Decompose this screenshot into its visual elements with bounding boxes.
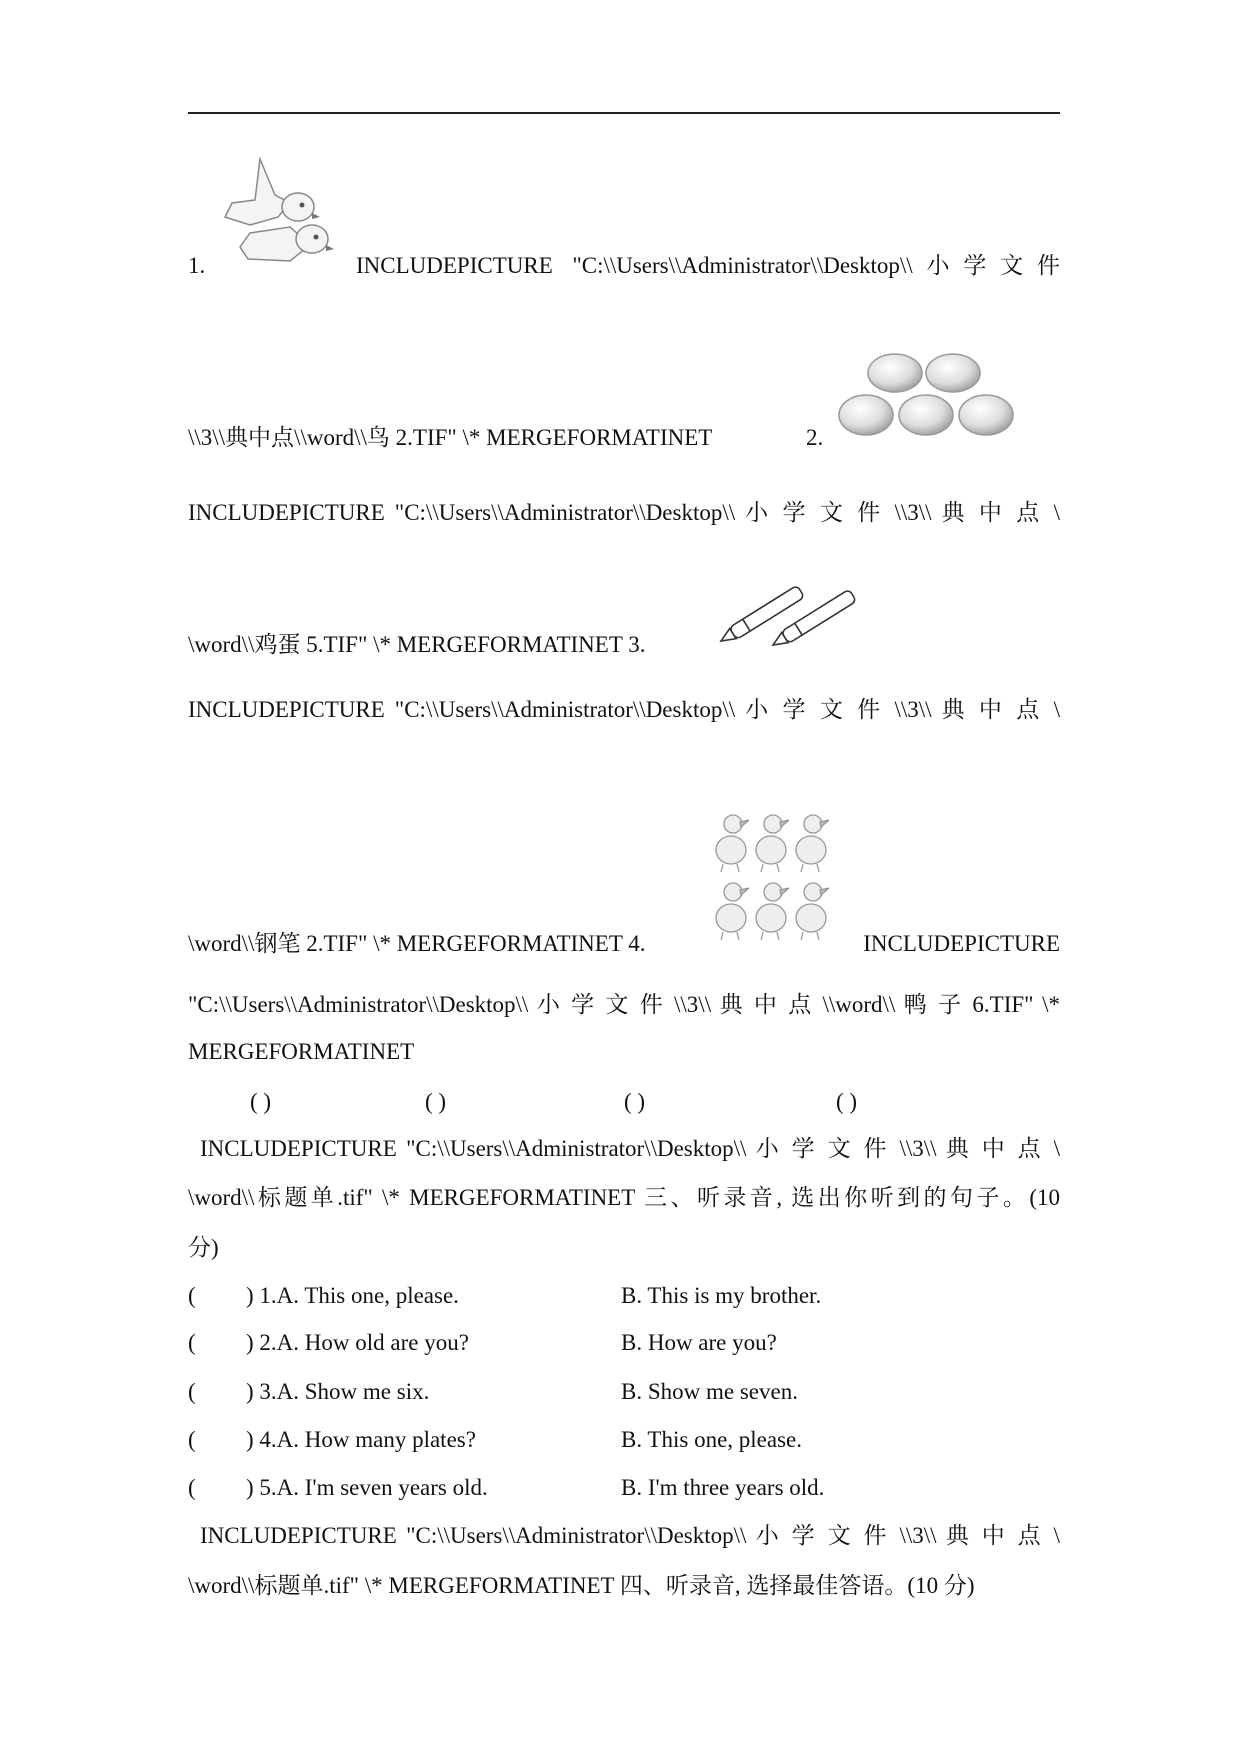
- question-blank[interactable]: (: [188, 1330, 196, 1355]
- question-option-a: ) 1.A. This one, please.: [246, 1283, 459, 1308]
- item2-number: 2.: [806, 425, 824, 450]
- header-rule: [188, 112, 1060, 114]
- item3-field-code: INCLUDEPICTURE "C:\\Users\\Administrator\\Desktop\\ 小 学 文 件 \\3\\ 典 中 点 \: [188, 697, 1060, 722]
- question-blank[interactable]: (: [188, 1427, 196, 1452]
- question-option-a: ) 2.A. How old are you?: [246, 1330, 469, 1355]
- item4-field-code-end: MERGEFORMATINET: [188, 1039, 415, 1064]
- birds-picture: [220, 155, 344, 273]
- section4-heading: \word\\标题单.tif" \* MERGEFORMATINET 四、听录音, 选择最佳答语。(10 分): [188, 1573, 975, 1598]
- question-blank[interactable]: (: [188, 1379, 196, 1404]
- answer-blank-2[interactable]: ( ): [425, 1089, 447, 1114]
- item2-field-code-cont: \word\\鸡蛋 5.TIF" \* MERGEFORMATINET 3.: [188, 632, 646, 657]
- item1-number: 1.: [188, 253, 206, 278]
- ducks-picture: [713, 810, 837, 945]
- question-option-a: ) 3.A. Show me six.: [246, 1379, 430, 1404]
- answer-blank-3[interactable]: ( ): [624, 1089, 646, 1114]
- answer-blank-4[interactable]: ( ): [836, 1089, 858, 1114]
- item1-field-code: INCLUDEPICTURE "C:\\Users\\Administrator\\Desktop\\小学文件: [356, 253, 1060, 278]
- section4-field-code: INCLUDEPICTURE "C:\\Users\\Administrator\\Desktop\\ 小 学 文 件 \\3\\ 典 中 点 \: [200, 1523, 1060, 1548]
- question-option-b: B. I'm three years old.: [621, 1475, 825, 1500]
- item2-field-code: INCLUDEPICTURE "C:\\Users\\Administrator\\Desktop\\ 小 学 文 件 \\3\\ 典 中 点 \: [188, 500, 1060, 525]
- question-option-b: B. How are you?: [621, 1330, 777, 1355]
- eggs-picture: [838, 353, 1015, 439]
- question-option-b: B. Show me seven.: [621, 1379, 798, 1404]
- section3-field-code: INCLUDEPICTURE "C:\\Users\\Administrator\\Desktop\\ 小 学 文 件 \\3\\ 典 中 点 \: [200, 1136, 1060, 1161]
- pens-picture: [711, 579, 874, 654]
- item4-field-code-cont: "C:\\Users\\Administrator\\Desktop\\ 小 学 文 件 \\3\\ 典 中 点 \\word\\ 鸭 子 6.TIF" \*: [188, 992, 1060, 1017]
- question-blank[interactable]: (: [188, 1283, 196, 1308]
- question-option-b: B. This one, please.: [621, 1427, 802, 1452]
- question-option-b: B. This is my brother.: [621, 1283, 822, 1308]
- question-option-a: ) 4.A. How many plates?: [246, 1427, 476, 1452]
- section3-heading-end: 分): [188, 1235, 219, 1260]
- section3-heading: \word\\标题单.tif" \* MERGEFORMATINET 三、听录音, 选出你听到的句子。(10: [188, 1185, 1060, 1210]
- question-option-a: ) 5.A. I'm seven years old.: [246, 1475, 488, 1500]
- item3-field-code-cont: \word\\钢笔 2.TIF" \* MERGEFORMATINET 4.: [188, 931, 646, 956]
- item4-field-code: INCLUDEPICTURE: [863, 931, 1060, 956]
- question-blank[interactable]: (: [188, 1475, 196, 1500]
- item1-field-code-cont: \\3\\典中点\\word\\鸟 2.TIF" \* MERGEFORMATINET: [188, 425, 713, 450]
- answer-blank-1[interactable]: ( ): [250, 1089, 272, 1114]
